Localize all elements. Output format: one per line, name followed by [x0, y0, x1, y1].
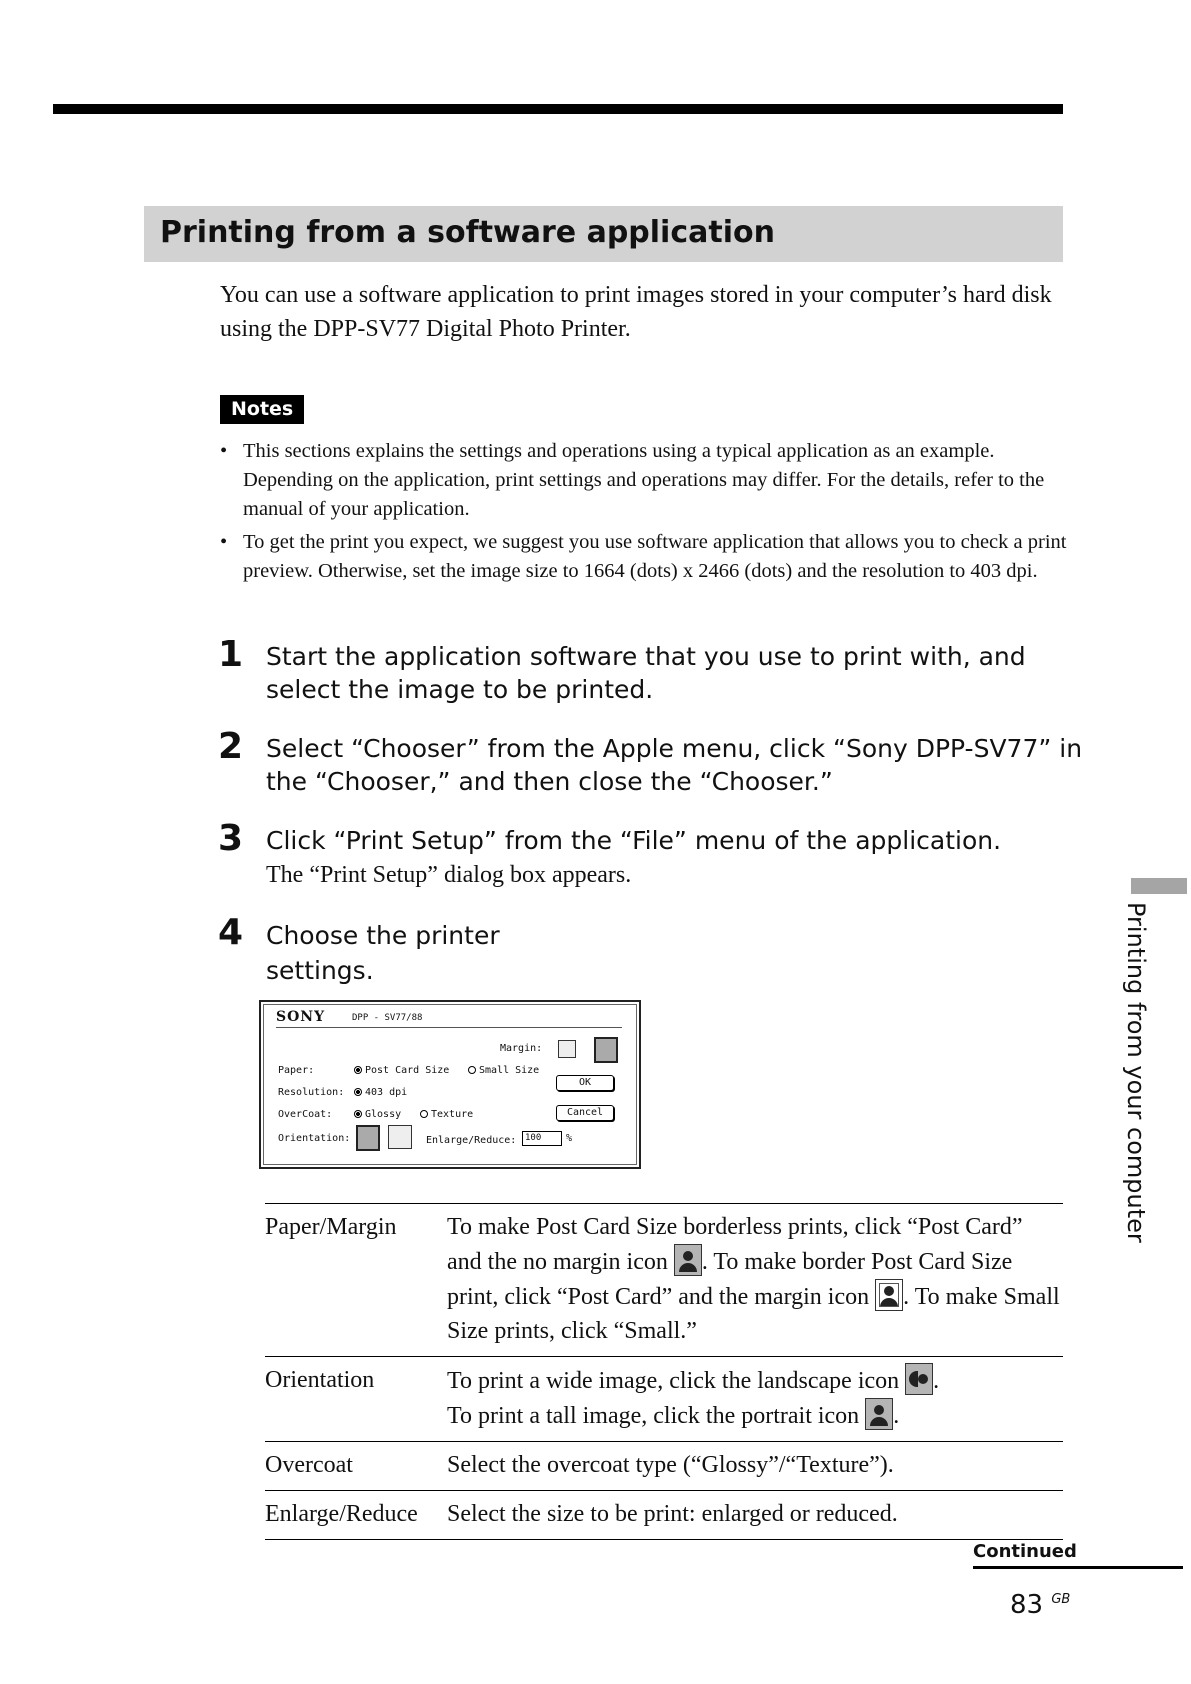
sony-logo: SONY: [276, 1009, 326, 1025]
landscape-icon[interactable]: [388, 1125, 412, 1149]
table-row: [265, 1357, 1063, 1442]
resolution-option[interactable]: 403 dpi: [354, 1087, 407, 1098]
dialog-model: DPP - SV77/88: [352, 1013, 423, 1023]
note-text: To get the print you expect, we suggest you use software application that allows you to check a print preview. Otherwise, set the image size to 1664 (dots) x 2466 (dots) and the resolution to 403 dpi.: [243, 531, 1067, 582]
row-description: [447, 1204, 1063, 1357]
section-header: [144, 206, 1063, 262]
row-description: Select the overcoat type (“Glossy”/“Texture”).: [447, 1442, 1063, 1491]
row-key: Enlarge/Reduce: [265, 1491, 447, 1540]
margin-icon[interactable]: [558, 1040, 576, 1058]
row-description: [447, 1357, 1063, 1442]
intro-paragraph: You can use a software application to print images stored in your computer’s hard disk using the DPP-SV77 Digital Photo Printer.: [220, 282, 1052, 342]
orientation-label: Orientation:: [278, 1133, 351, 1144]
margin-icon: [875, 1279, 903, 1311]
margin-label: Margin:: [500, 1043, 543, 1054]
table-row: [265, 1204, 1063, 1357]
page-suffix: GB: [1051, 1592, 1071, 1607]
table-row: [265, 1491, 1063, 1540]
row-text: . To make Small Size prints, click “Small.”: [447, 1284, 1060, 1344]
note-item: [220, 528, 1075, 586]
step-number: 3: [218, 818, 244, 859]
page-number: [1010, 1590, 1070, 1620]
top-rule: [53, 104, 1063, 114]
row-text: .: [893, 1403, 900, 1429]
row-key: Overcoat: [265, 1442, 447, 1491]
row-description: Select the size to be print: enlarged or reduced.: [447, 1491, 1063, 1540]
enlarge-reduce-label: Enlarge/Reduce:: [426, 1135, 517, 1146]
continued-rule: [973, 1566, 1183, 1569]
step-text: Choose the printer settings.: [266, 921, 500, 985]
row-text: . To make border Post Card Size print, click “Post Card” and the margin icon: [447, 1249, 1013, 1310]
row-key: Orientation: [265, 1357, 447, 1442]
enlarge-reduce-input[interactable]: 100: [522, 1131, 562, 1146]
side-chapter-label: Printing from your computer: [1122, 902, 1150, 1243]
step-text: Select “Chooser” from the Apple menu, click “Sony DPP-SV77” in the “Chooser,” and then close the “Chooser.”: [266, 734, 1083, 796]
bullet: •: [220, 440, 228, 462]
step-number: 4: [218, 912, 244, 953]
step-number: 2: [218, 726, 244, 767]
dialog-divider: [276, 1027, 622, 1028]
portrait-icon: [865, 1398, 893, 1430]
no-margin-icon: [674, 1244, 702, 1276]
percent-sign: %: [566, 1133, 573, 1144]
settings-table: [265, 1203, 1063, 1540]
resolution-label: Resolution:: [278, 1087, 345, 1098]
paper-option-postcard[interactable]: Post Card Size: [354, 1065, 449, 1076]
page-number-value: 83: [1010, 1590, 1044, 1620]
step-text: Click “Print Setup” from the “File” menu of the application.: [266, 826, 1002, 855]
paper-option-small[interactable]: Small Size: [468, 1065, 539, 1076]
portrait-icon[interactable]: [356, 1125, 380, 1151]
step-subtext: The “Print Setup” dialog box appears.: [266, 862, 632, 888]
radio-icon: [468, 1066, 476, 1074]
row-text: To make Post Card Size borderless prints, click “Post Card” and the no margin icon: [447, 1214, 1023, 1275]
overcoat-option-texture[interactable]: Texture: [420, 1109, 473, 1120]
notes-label: Notes: [220, 395, 304, 424]
notes-list: [220, 437, 1075, 590]
radio-icon: [420, 1110, 428, 1118]
paper-label: Paper:: [278, 1065, 315, 1076]
table-row: [265, 1442, 1063, 1491]
overcoat-label: OverCoat:: [278, 1109, 333, 1120]
row-text: To print a tall image, click the portrait icon: [447, 1403, 860, 1429]
overcoat-option-glossy[interactable]: Glossy: [354, 1109, 401, 1120]
section-title: Printing from a software application: [160, 215, 775, 250]
side-tab-marker: [1131, 878, 1187, 894]
radio-selected-icon: [354, 1110, 362, 1118]
no-margin-icon[interactable]: [594, 1037, 618, 1063]
row-text: .: [933, 1368, 940, 1394]
continued-label: Continued: [973, 1541, 1077, 1562]
radio-selected-icon: [354, 1066, 362, 1074]
print-setup-dialog: [259, 1000, 641, 1169]
ok-button[interactable]: OK: [556, 1075, 614, 1091]
row-text: To print a wide image, click the landscape icon: [447, 1368, 900, 1394]
step-number: 1: [218, 634, 244, 675]
note-text: This sections explains the settings and operations using a typical application as an example. Depending on the application, print settings and operations may differ. For the details, refer to the manual of your application.: [243, 440, 1045, 520]
bullet: •: [220, 531, 228, 553]
cancel-button[interactable]: Cancel: [556, 1105, 614, 1121]
note-item: [220, 437, 1075, 524]
step-text: Start the application software that you use to print with, and select the image to be printed.: [266, 642, 1026, 704]
row-key: Paper/Margin: [265, 1204, 447, 1357]
radio-selected-icon: [354, 1088, 362, 1096]
landscape-icon: [905, 1363, 933, 1395]
